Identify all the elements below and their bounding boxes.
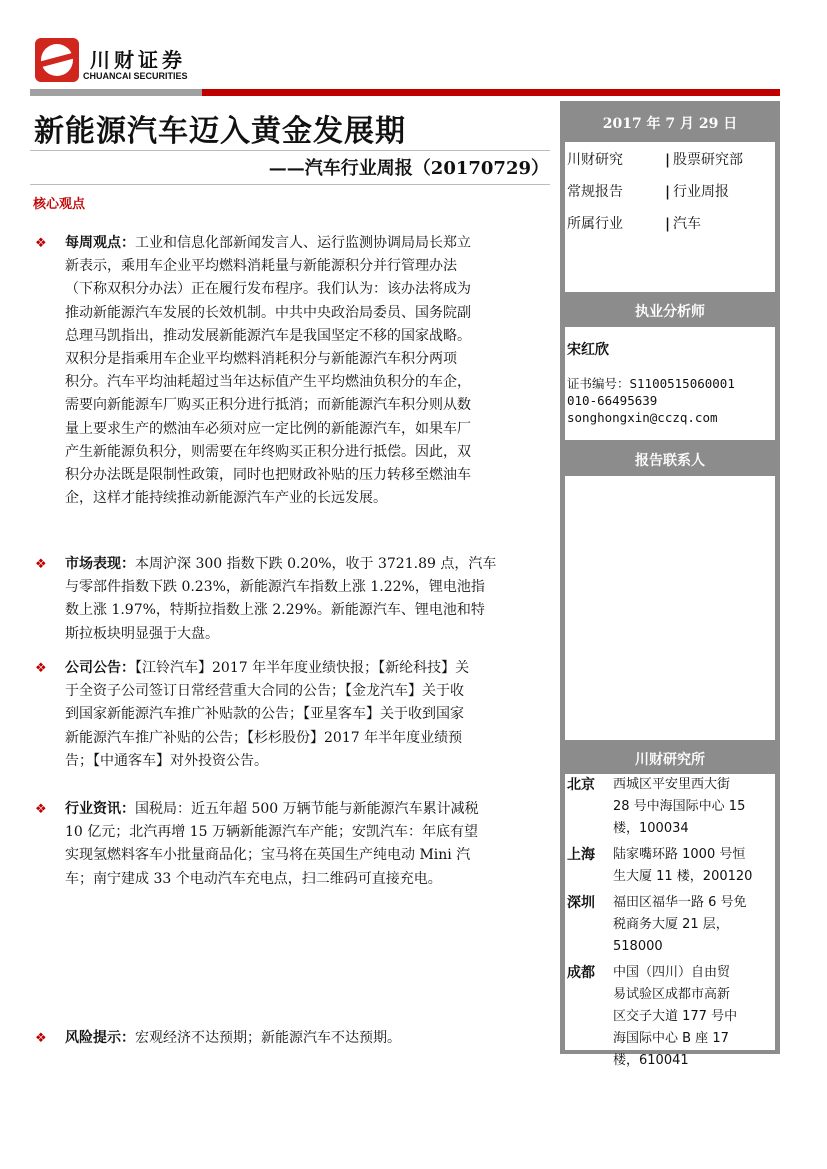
address-city: 上海 <box>567 847 595 863</box>
address-line: 楼，610041 <box>613 1053 689 1068</box>
bullet-label: 行业资讯： <box>65 801 135 817</box>
info-value: 股票研究部 <box>673 152 743 168</box>
bullet-item <box>35 232 545 510</box>
bullet-line: 数上涨 1.97%，特斯拉指数上涨 2.29%。新能源汽车、锂电池和特 <box>65 602 485 619</box>
header-bar-red <box>202 89 780 96</box>
address-line: 生大厦 11 楼，200120 <box>613 869 753 884</box>
bullet-line: 斯拉板块明显强于大盘。 <box>65 625 219 642</box>
diamond-bullet-icon: ❖ <box>35 802 47 817</box>
bullet-line: 与零部件指数下跌 0.23%，新能源汽车指数上涨 1.22%，锂电池指 <box>65 579 485 596</box>
divider <box>30 184 550 185</box>
logo-icon <box>35 38 79 82</box>
bullet-line: 总理马凯指出，推动发展新能源汽车是我国坚定不移的国家战略。 <box>65 327 471 344</box>
contact-box <box>565 476 775 740</box>
bullet-label: 每周观点： <box>65 235 135 251</box>
address-line: 海国际中心 B 座 17 <box>613 1031 729 1046</box>
bullet-line: 于全资子公司签订日常经营重大合同的公告；【金龙汽车】关于收 <box>65 683 464 700</box>
bullet-line: 积分办法既是限制性政策，同时也把财政补贴的压力转移至燃油车 <box>65 467 471 484</box>
diamond-bullet-icon: ❖ <box>35 1031 47 1046</box>
info-key: 常规报告 <box>567 184 623 200</box>
divider <box>30 150 550 151</box>
report-info <box>565 142 775 292</box>
analyst-name: 宋红欣 <box>567 342 609 358</box>
address-city: 深圳 <box>567 895 595 911</box>
bullet-line: 10 亿元；北汽再增 15 万辆新能源汽车产能；安凯汽车：年底有望 <box>65 824 478 841</box>
address-line: 陆家嘴环路 1000 号恒 <box>613 847 746 862</box>
bullet-line: 新表示，乘用车企业平均燃料消耗量与新能源积分并行管理办法 <box>65 258 457 275</box>
analyst-box <box>565 327 775 440</box>
info-key: 所属行业 <box>567 216 623 232</box>
bullet-line: 积分。汽车平均油耗超过当年达标值产生平均燃油负积分的车企， <box>65 374 471 391</box>
sidebar <box>560 101 780 1068</box>
bullet-line: 企，这样才能持续推动新能源汽车产业的长远发展。 <box>65 490 387 507</box>
contact-header: 报告联系人 <box>635 453 705 469</box>
address-line: 518000 <box>613 939 663 954</box>
bullet-line: 推动新能源汽车发展的长效机制。中共中央政治局委员、国务院副 <box>65 304 471 321</box>
address-line: 区交子大道 177 号中 <box>613 1009 738 1024</box>
diamond-bullet-icon: ❖ <box>35 236 47 251</box>
bullet-line: 产生新能源负积分，则需要在年终购买正积分进行抵偿。因此，双 <box>65 443 471 460</box>
address-line: 中国（四川）自由贸 <box>613 965 731 980</box>
bullet-line: （下称双积分办法）正在履行发布程序。我们认为：该办法将成为 <box>65 281 471 298</box>
bullet-line: 市场表现：本周沪深 300 指数下跌 0.20%，收于 3721.89 点，汽车 <box>65 556 497 572</box>
info-value: 行业周报 <box>673 184 729 200</box>
bullet-line: 实现氢燃料客车小批量商品化；宝马将在英国生产纯电动 Mini 汽 <box>65 847 471 864</box>
bullet-line: 需要向新能源车厂购买正积分进行抵消；而新能源汽车积分则从数 <box>65 397 471 414</box>
bullet-line: 告；【中通客车】对外投资公告。 <box>65 752 268 769</box>
info-row: 所属行业 | 汽车 <box>565 210 775 242</box>
bullet-line: 双积分是指乘用车企业平均燃料消耗积分与新能源汽车积分两项 <box>65 351 457 368</box>
bullet-line: 每周观点：工业和信息化部新闻发言人、运行监测协调局局长郑立 <box>65 235 471 251</box>
address-line: 福田区福华一路 6 号免 <box>613 895 747 910</box>
address-line: 楼，100034 <box>613 821 689 836</box>
bullet-label: 风险提示： <box>65 1030 135 1046</box>
diamond-bullet-icon: ❖ <box>35 557 47 572</box>
info-key: 川财研究 <box>567 152 623 168</box>
bullet-line: 车；南宁建成 33 个电动汽车充电点，扫二维码可直接充电。 <box>65 870 442 887</box>
address-box <box>565 774 775 1068</box>
address-item <box>567 892 773 958</box>
brand-en: CHUANCAI SECURITIES <box>83 71 188 81</box>
report-subtitle: ——汽车行业周报（20170729） <box>268 158 549 179</box>
report-date: 2017 年 7 月 29 日 <box>602 116 738 132</box>
bullet-label: 公司公告： <box>65 660 135 676</box>
bullet-label: 市场表现： <box>65 556 135 572</box>
bullet-item <box>35 798 545 891</box>
address-line: 税商务大厦 21 层， <box>613 917 729 932</box>
analyst-cert: 证书编号：S1100515060001 <box>567 376 735 391</box>
address-line: 易试验区成都市高新 <box>613 987 731 1002</box>
header-bar-gray <box>30 89 202 96</box>
analyst-header: 执业分析师 <box>635 304 705 320</box>
bullet-line: 行业资讯：国税局：近五年超 500 万辆节能与新能源汽车累计减税 <box>65 801 479 817</box>
bullet-line: 风险提示：宏观经济不达预期；新能源汽车不达预期。 <box>65 1030 401 1046</box>
address-city: 成都 <box>567 965 595 981</box>
analyst-email[interactable]: songhongxin@cczq.com <box>567 410 718 425</box>
report-title: 新能源汽车迈入黄金发展期 <box>34 114 406 149</box>
address-line: 28 号中海国际中心 15 <box>613 799 746 814</box>
bullet-line: 量上要求生产的燃油车必须对应一定比例的新能源汽车，如果车厂 <box>65 420 471 437</box>
address-item <box>567 962 773 1072</box>
info-row: 川财研究 | 股票研究部 <box>565 146 775 178</box>
info-value: 汽车 <box>673 216 701 232</box>
section-heading: 核心观点 <box>33 197 86 212</box>
brand-cn: 川财证券 <box>90 48 186 72</box>
bullet-item <box>35 657 545 773</box>
bullet-line: 新能源汽车推广补贴的公告；【杉杉股份】2017 年半年度业绩预 <box>65 729 463 746</box>
address-city: 北京 <box>567 777 595 793</box>
bullet-line: 公司公告：【江铃汽车】2017 年半年度业绩快报；【新纶科技】关 <box>65 660 470 676</box>
bullet-line: 到国家新能源汽车推广补贴款的公告；【亚星客车】关于收到国家 <box>65 706 464 723</box>
diamond-bullet-icon: ❖ <box>35 661 47 676</box>
address-item <box>567 844 773 888</box>
bullet-item <box>35 1027 545 1050</box>
analyst-phone: 010-66495639 <box>567 393 658 408</box>
address-item <box>567 774 773 840</box>
bullet-item <box>35 553 545 646</box>
info-row: 常规报告 | 行业周报 <box>565 178 775 210</box>
institute-header: 川财研究所 <box>635 752 705 768</box>
address-line: 西城区平安里西大街 <box>613 777 731 792</box>
